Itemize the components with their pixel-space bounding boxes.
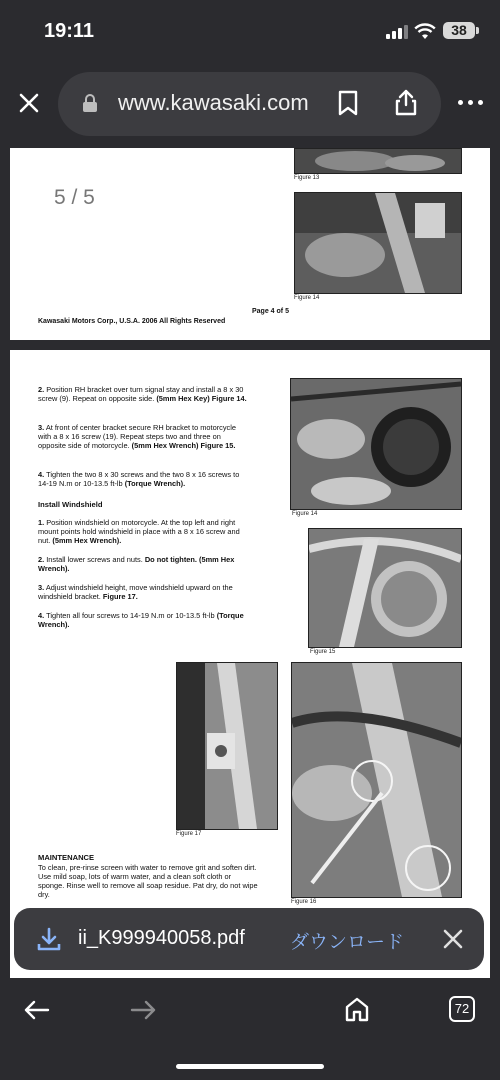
step-text: Tighten all four screws to 14-19 N.m or 10-13.5 ft-lb bbox=[46, 611, 215, 620]
step-text: Install lower screws and nuts. bbox=[46, 555, 143, 564]
step-text: Tighten the two 8 x 30 screws and the two 8 x 16 screws to 14-19 N.m or 10-13.5 ft-lb bbox=[38, 470, 240, 488]
home-indicator bbox=[176, 1064, 324, 1069]
step-text: At front of center bracket secure RH bracket to motorcycle with a 8 x 16 screw (19). Repeat steps two and three on opposite side of motorcycle. bbox=[38, 423, 237, 450]
address-bar[interactable] bbox=[58, 72, 441, 136]
download-filename: ii_K999940058.pdf bbox=[78, 927, 245, 949]
step-text: Position windshield on motorcycle. At the top left and right mount points hold windshield in place with a 8 x 16 screw and nut. bbox=[38, 518, 240, 545]
step-number: 4. bbox=[38, 611, 45, 620]
pdf-page-5 bbox=[10, 350, 490, 978]
figure-15-caption: Figure 15 bbox=[310, 649, 336, 655]
download-bar bbox=[14, 908, 484, 970]
step-number: 3. bbox=[38, 423, 45, 432]
pdf-page-4 bbox=[10, 148, 490, 340]
tab-switcher-button[interactable]: 72 bbox=[449, 996, 475, 1022]
step-text: Adjust windshield height, move windshield upward on the windshield bracket. bbox=[38, 583, 233, 601]
home-icon[interactable] bbox=[344, 996, 370, 1022]
pdf-page-number: Page 4 of 5 bbox=[252, 308, 289, 315]
maintenance-text: To clean, pre-rinse screen with water to remove grit and soften dirt. Use mild soap, lots of warm water, and a clean soft cloth or sponge. Rinse well to remove all soap residue. Pat dry, do not wipe dry. bbox=[38, 863, 258, 899]
maintenance-heading: MAINTENANCE bbox=[38, 853, 95, 862]
figure-15-image bbox=[308, 528, 462, 648]
copyright-text: Kawasaki Motors Corp., U.S.A. 2006 All Rights Reserved bbox=[38, 318, 226, 325]
figure-17-image bbox=[176, 662, 278, 830]
step-number: 2. bbox=[38, 385, 45, 394]
share-icon[interactable] bbox=[394, 88, 418, 116]
figure-14-caption: Figure 14 bbox=[294, 295, 320, 301]
windshield-step-3-text bbox=[38, 583, 248, 601]
step-4-text bbox=[38, 470, 248, 488]
download-icon bbox=[36, 926, 62, 952]
back-arrow-icon[interactable] bbox=[24, 1000, 50, 1020]
page-indicator: 5 / 5 bbox=[54, 186, 95, 209]
install-windshield-heading: Install Windshield bbox=[38, 500, 103, 509]
step-emphasis: (5mm Hex Wrench). bbox=[52, 536, 122, 545]
windshield-step-1-text bbox=[38, 518, 248, 545]
figure-17-caption: Figure 17 bbox=[176, 831, 202, 837]
status-bar bbox=[0, 0, 500, 60]
step-emphasis: Figure 17. bbox=[102, 592, 138, 601]
figure-13-image bbox=[294, 148, 462, 174]
figure-16-caption: Figure 16 bbox=[291, 899, 317, 905]
wifi-icon bbox=[414, 22, 436, 40]
battery-tip bbox=[476, 27, 479, 34]
url-text[interactable]: www.kawasaki.com bbox=[118, 90, 309, 115]
step-2-text bbox=[38, 385, 248, 403]
download-button[interactable]: ダウンロード bbox=[290, 932, 405, 953]
more-menu-icon[interactable] bbox=[458, 100, 484, 106]
step-emphasis: (5mm Hex Key) Figure 14. bbox=[156, 394, 247, 403]
figure-14-caption: Figure 14 bbox=[292, 511, 318, 517]
step-emphasis: (Torque Wrench). bbox=[124, 479, 186, 488]
lock-icon bbox=[82, 94, 98, 112]
close-icon[interactable] bbox=[442, 928, 464, 950]
figure-16-image bbox=[291, 662, 462, 898]
step-emphasis: (5mm Hex Wrench) Figure 15. bbox=[131, 441, 236, 450]
clock: 19:11 bbox=[44, 20, 95, 42]
browser-toolbar bbox=[0, 60, 500, 148]
windshield-step-4-text bbox=[38, 611, 248, 629]
figure-14-image bbox=[290, 378, 462, 510]
forward-arrow-icon[interactable] bbox=[130, 1000, 156, 1020]
battery-icon: 38 bbox=[443, 22, 475, 39]
step-number: 4. bbox=[38, 470, 45, 479]
pdf-viewer[interactable] bbox=[0, 148, 500, 978]
step-number: 1. bbox=[38, 518, 45, 527]
bottom-toolbar bbox=[0, 980, 500, 1080]
cellular-signal-icon bbox=[386, 24, 410, 39]
figure-13-caption: Figure 13 bbox=[294, 175, 320, 181]
step-emphasis: Do not tighten. (5mm Hex Wrench). bbox=[38, 555, 235, 573]
figure-14-image bbox=[294, 192, 462, 294]
windshield-step-2-text bbox=[38, 555, 248, 573]
close-icon[interactable] bbox=[14, 88, 44, 118]
step-number: 3. bbox=[38, 583, 45, 592]
step-emphasis: (Torque Wrench). bbox=[38, 611, 244, 629]
step-text: Position RH bracket over turn signal stay and install a 8 x 30 screw (9). Repeat on opposite side. bbox=[38, 385, 244, 403]
bookmark-icon[interactable] bbox=[338, 90, 358, 116]
step-number: 2. bbox=[38, 555, 45, 564]
step-3-text bbox=[38, 423, 248, 450]
